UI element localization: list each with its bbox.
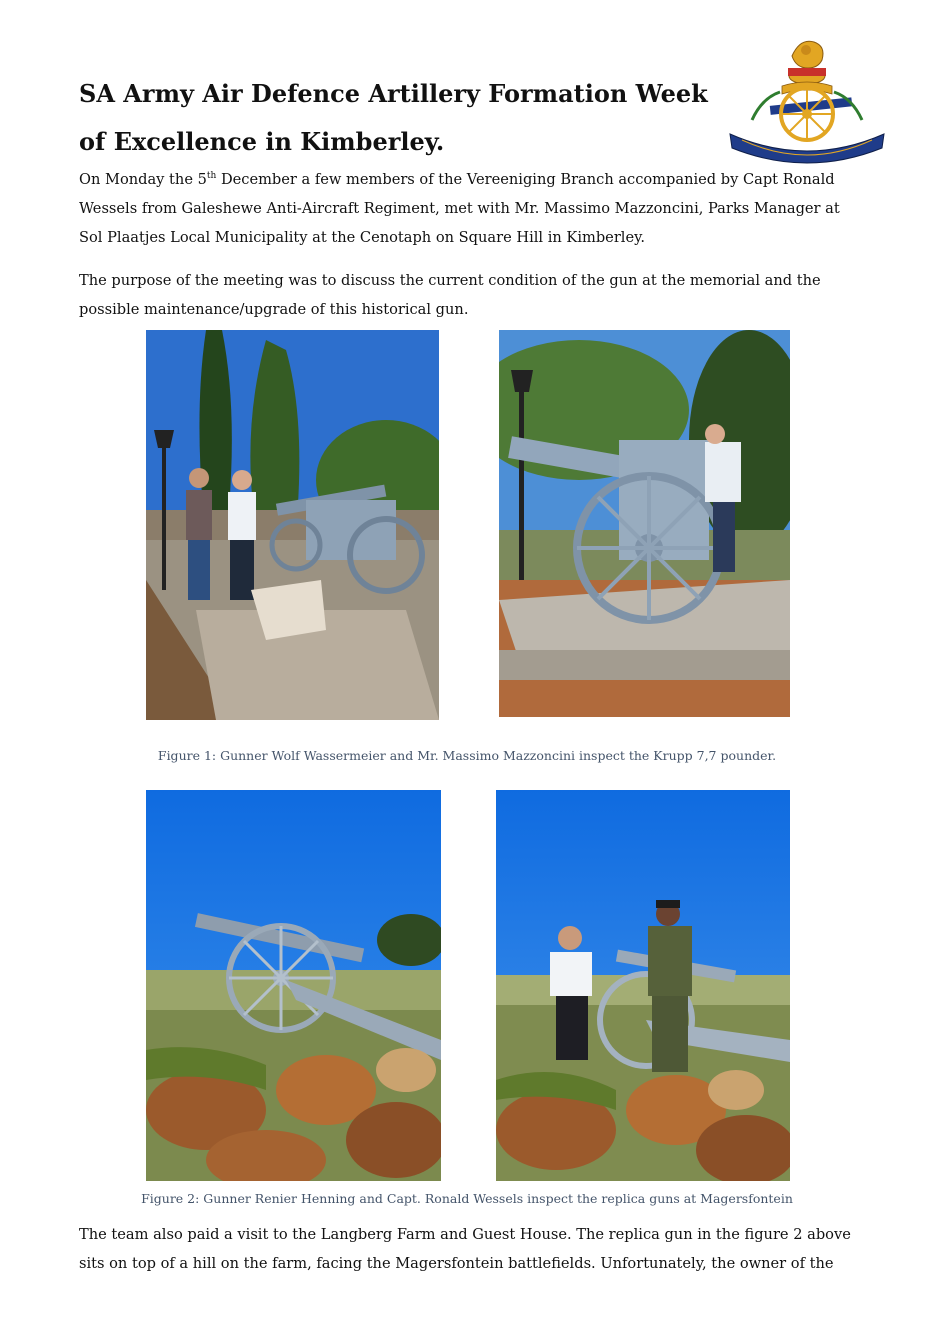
photo-memorial-gun-side: [499, 330, 790, 717]
photo-replica-gun-with-men: [496, 790, 790, 1181]
visit-paragraph: The team also paid a visit to the Langberg Farm and Guest House. The replica gun in the figure 2 above sits on top of a hill on the farm, facing the Magersfontein battlefields. Unfortunately, the owner of the: [79, 1226, 851, 1272]
figure-1-caption: Figure 1: Gunner Wolf Wassermeier and Mr. Massimo Mazzoncini inspect the Krupp 7,7 pounder.: [157, 748, 777, 763]
intro-text-part1: On Monday the 5: [79, 171, 207, 188]
intro-paragraph: [79, 165, 859, 252]
artillery-badge-logo: [722, 28, 892, 168]
photo-replica-gun: [146, 790, 441, 1181]
intro-superscript: th: [206, 171, 217, 181]
page-title: SA Army Air Defence Artillery Formation Week of Excellence in Kimberley.: [79, 79, 708, 156]
photo-memorial-gun-front: [146, 330, 439, 720]
figure-2-caption: Figure 2: Gunner Renier Henning and Capt. Ronald Wessels inspect the replica guns at Magersfontein: [141, 1191, 793, 1206]
intro-text-part2: December a few members of the Vereeniging Branch accompanied by Capt Ronald Wessels from Galeshewe Anti-Aircraft Regiment, met with Mr. Massimo Mazzoncini, Parks Manager at Sol Plaatjes Local Municipality at the Cenotaph on Square Hill in Kimberley.: [79, 171, 840, 246]
purpose-paragraph: The purpose of the meeting was to discuss the current condition of the gun at the memorial and the possible maintenance/upgrade of this historical gun.: [79, 272, 821, 318]
